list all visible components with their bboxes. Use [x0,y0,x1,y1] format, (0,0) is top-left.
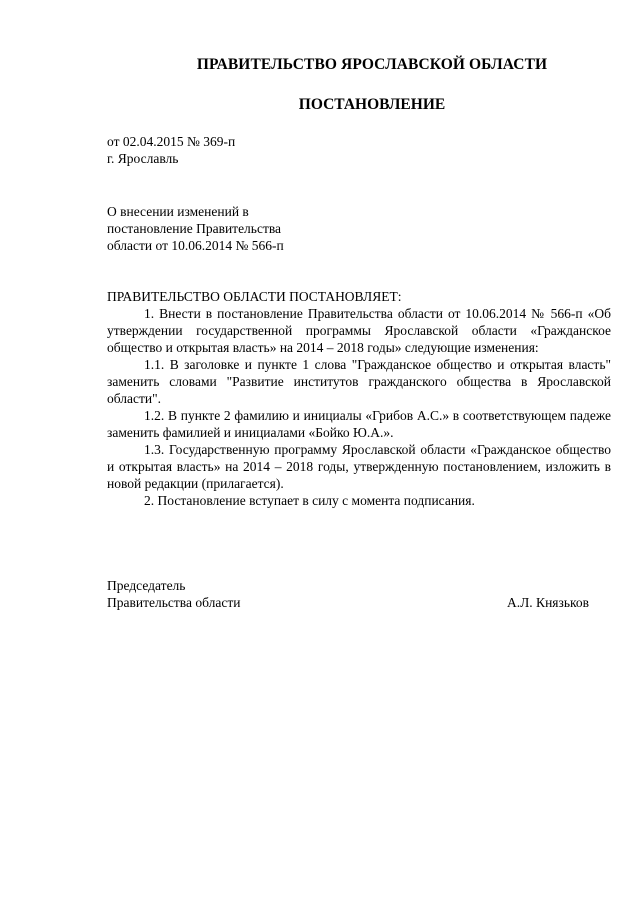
clause-1-3: 1.3. Государственную программу Ярославской области «Гражданское общество и открытая власть» на 2014 – 2018 годы, утвержденную постановлением, изложить в новой редакции (прилагается). [107,442,611,491]
clause-1-2: 1.2. В пункте 2 фамилию и инициалы «Грибов А.С.» в соответствующем падеже заменить фамилией и инициалами «Бойко Ю.А.». [107,408,611,440]
document-details [107,133,235,167]
signatory-title-line-2: Правительства области [107,595,241,610]
city: г. Ярославль [107,151,179,166]
preamble: ПРАВИТЕЛЬСТВО ОБЛАСТИ ПОСТАНОВЛЯЕТ: [107,289,402,304]
signature-block [107,577,611,611]
clause-2: 2. Постановление вступает в силу с момента подписания. [144,493,475,508]
issuing-authority-heading: ПРАВИТЕЛЬСТВО ЯРОСЛАВСКОЙ ОБЛАСТИ [196,56,548,73]
signatory-row [107,594,611,611]
signatory-title-line-1: Председатель [107,578,186,593]
clause-1-1: 1.1. В заголовке и пункте 1 слова "Гражданское общество и открытая власть" заменить словами "Развитие институтов гражданского общества в Ярославской области". [107,357,611,406]
subject-line-2: постановление Правительства [107,221,282,236]
document-subject [107,203,284,254]
clause-1: 1. Внести в постановление Правительства области от 10.06.2014 № 566-п «Об утверждении государственной программы Ярославской области «Гражданское общество и открытая власть» на 2014 – 2018 годы» следующие изменения: [107,306,611,355]
subject-line-3: области от 10.06.2014 № 566-п [107,238,284,253]
date-and-number: от 02.04.2015 № 369-п [107,134,236,149]
document-body [107,288,611,509]
signatory-name: А.Л. Князьков [507,595,589,610]
subject-line-1: О внесении изменений в [107,204,249,219]
document-type-heading: ПОСТАНОВЛЕНИЕ [298,96,446,113]
